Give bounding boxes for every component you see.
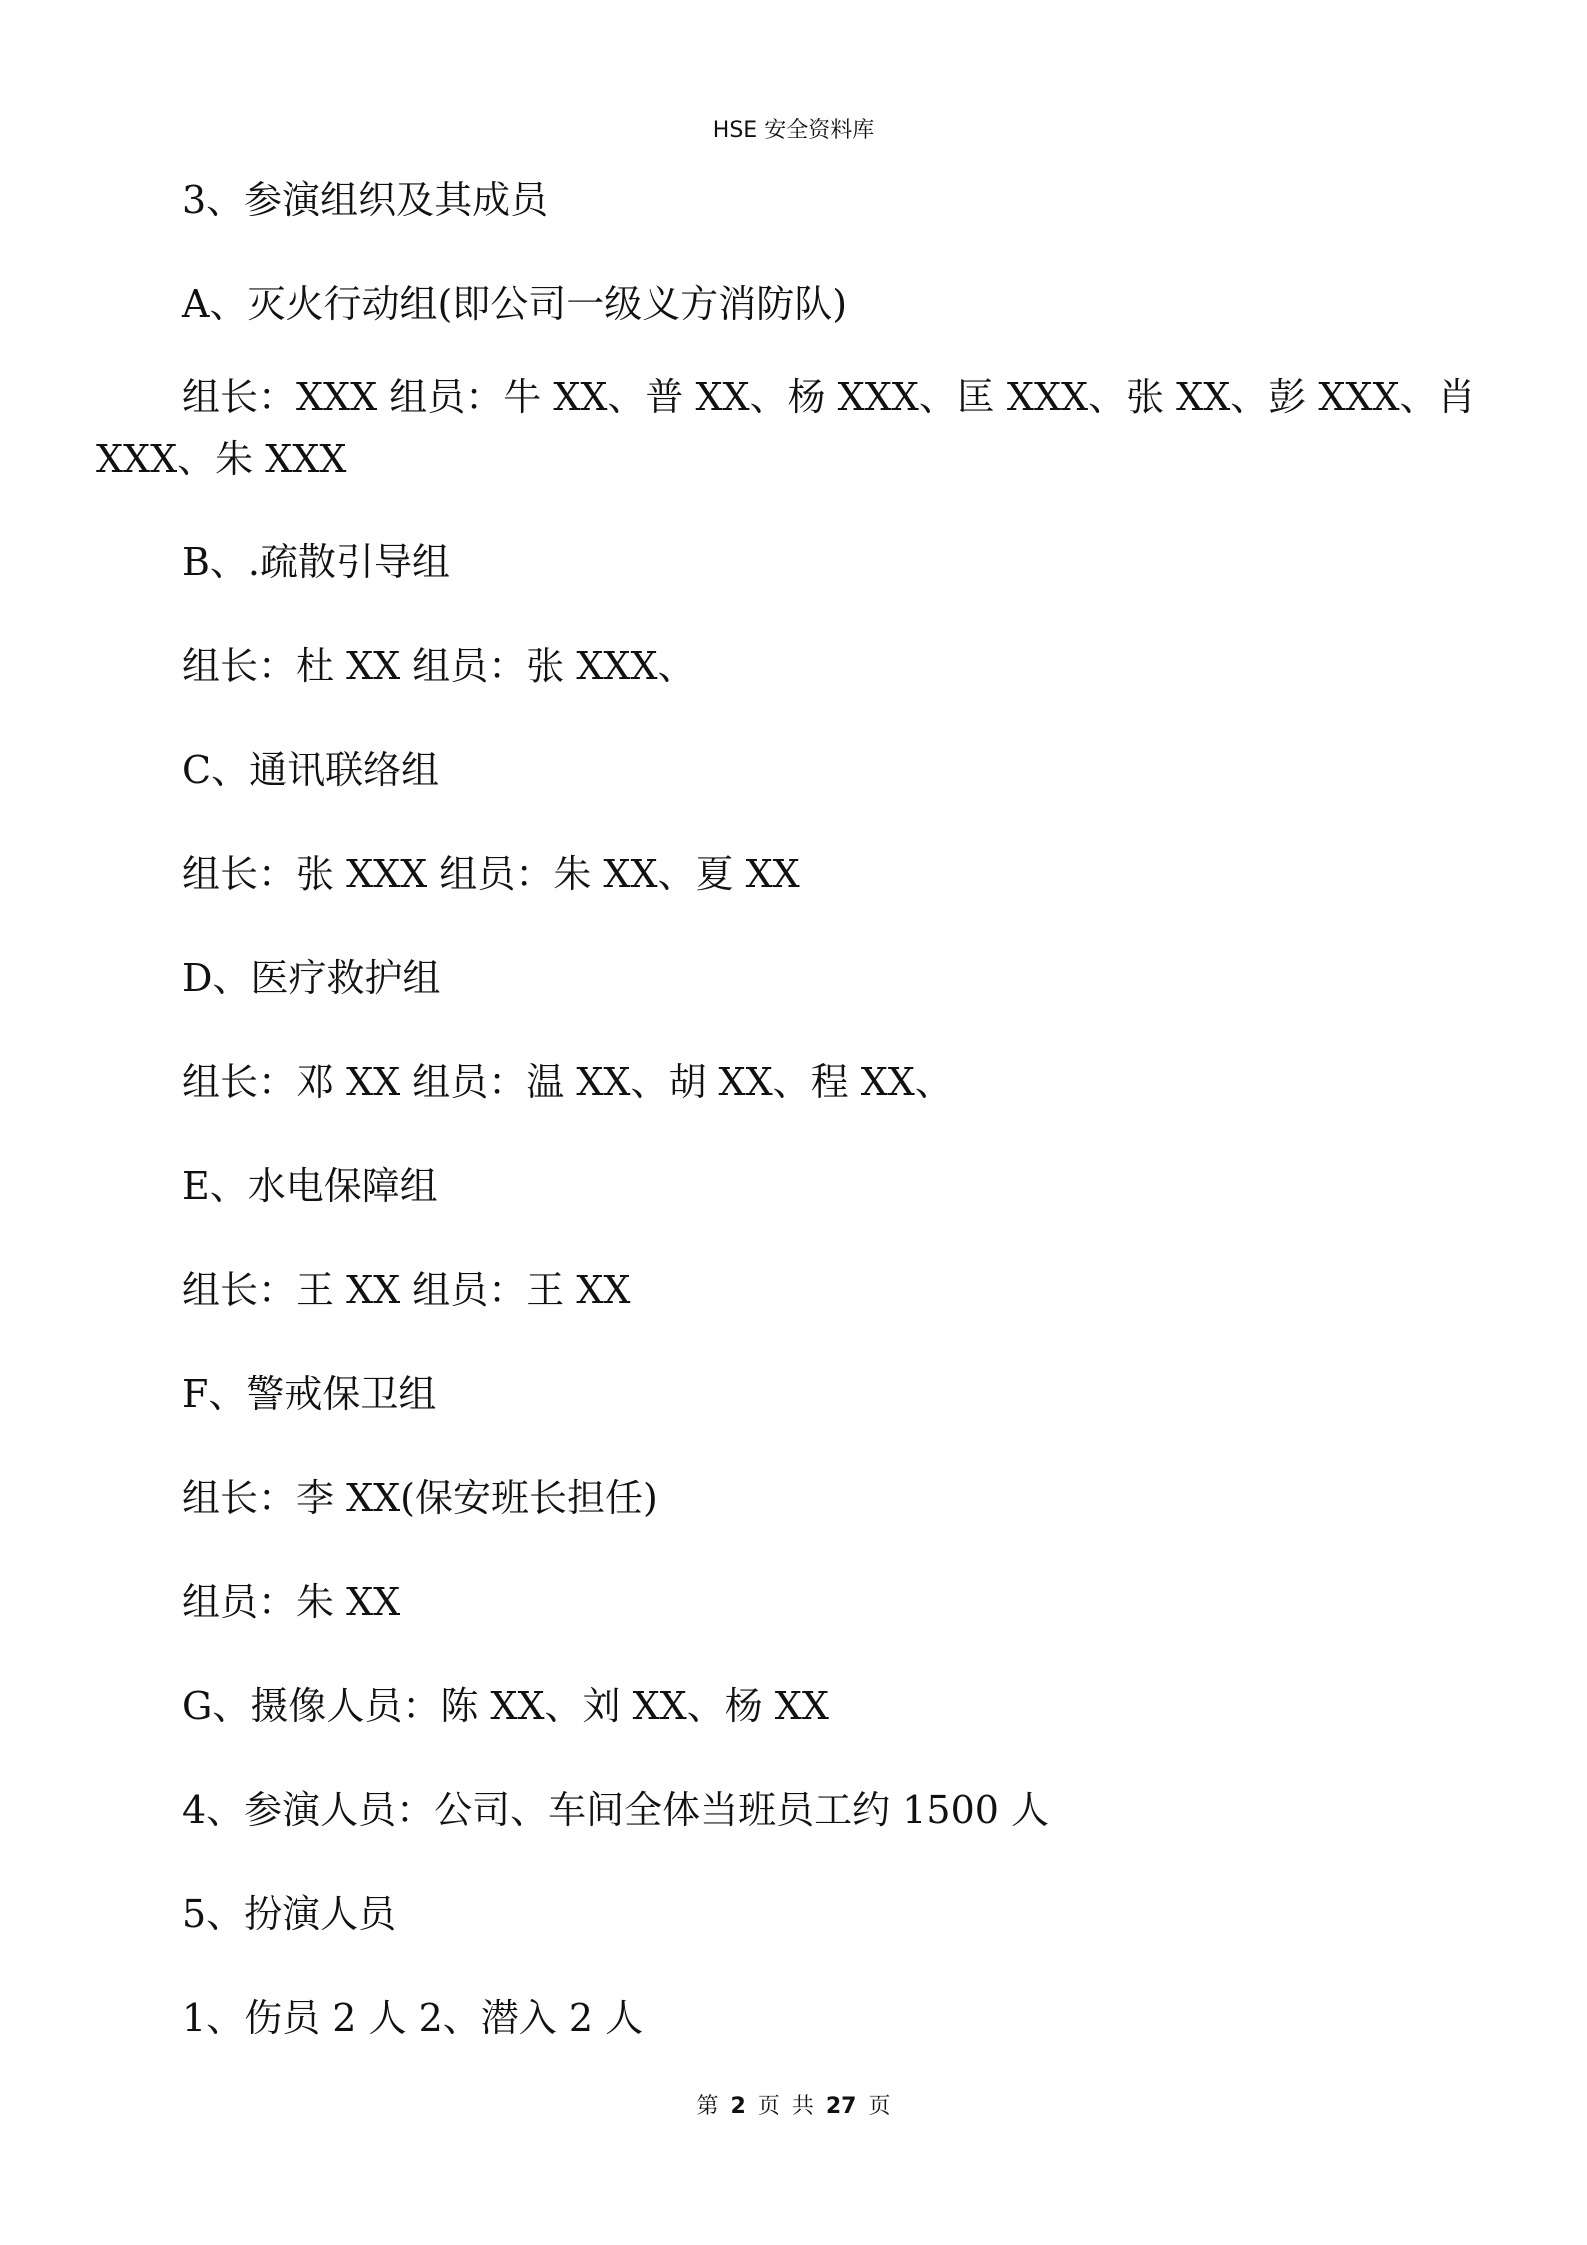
page-footer <box>0 2092 1587 2122</box>
paragraph-group-e-title: E、水电保障组 <box>182 1164 438 1208</box>
paragraph-section-5-roles: 1、伤员 2 人 2、潜入 2 人 <box>182 1996 644 2040</box>
paragraph-group-c-title: C、通讯联络组 <box>182 748 440 792</box>
paragraph-group-b-members: 组长：杜 XX 组员：张 XXX、 <box>182 644 696 688</box>
paragraph-section-4: 4、参演人员：公司、车间全体当班员工约 1500 人 <box>182 1788 1050 1832</box>
paragraph-group-a-members: 组长：XXX 组员：牛 XX、普 XX、杨 XXX、匡 XXX、张 XX、彭 XXX、肖 XXX、朱 XXX <box>96 375 1476 481</box>
paragraph-section-3-title: 3、参演组织及其成员 <box>182 178 549 222</box>
footer-page-unit: 页 <box>757 2094 780 2119</box>
footer-page-number: 2 <box>730 2094 746 2119</box>
footer-total-prefix: 共 <box>791 2094 814 2119</box>
paragraph-group-d-title: D、医疗救护组 <box>182 956 441 1000</box>
footer-prefix: 第 <box>696 2094 719 2119</box>
page-header: HSE 安全资料库 <box>712 118 875 143</box>
footer-total-unit: 页 <box>868 2094 891 2119</box>
paragraph-group-d-members: 组长：邓 XX 组员：温 XX、胡 XX、程 XX、 <box>182 1060 953 1104</box>
paragraph-group-b-title: B、.疏散引导组 <box>182 540 451 584</box>
paragraph-group-e-members: 组长：王 XX 组员：王 XX <box>182 1268 631 1312</box>
paragraph-group-f-members: 组员：朱 XX <box>182 1580 401 1624</box>
paragraph-group-f-title: F、警戒保卫组 <box>182 1372 437 1416</box>
paragraph-group-a-title: A、灭火行动组(即公司一级义方消防队) <box>182 282 848 326</box>
paragraph-group-c-members: 组长：张 XXX 组员：朱 XX、夏 XX <box>182 852 800 896</box>
paragraph-section-5-title: 5、扮演人员 <box>182 1892 397 1936</box>
document-body <box>96 158 1476 2080</box>
paragraph-group-g: G、摄像人员：陈 XX、刘 XX、杨 XX <box>182 1684 829 1728</box>
paragraph-group-f-leader: 组长：李 XX(保安班长担任) <box>182 1476 658 1520</box>
footer-total-pages: 27 <box>825 2094 857 2119</box>
